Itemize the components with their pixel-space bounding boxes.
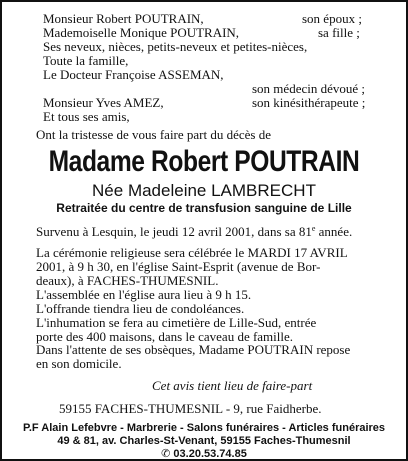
intro-text: Ont la tristesse de vous faire part du décès de (36, 127, 272, 142)
death-line-suffix: année. (315, 224, 353, 239)
footer-line-2: 49 & 81, av. Charles-St-Venant, 59155 Faches-Thumesnil (57, 435, 351, 447)
footer-line-1: P.F Alain Lefebvre - Marbrerie - Salons funéraires - Articles funéraires (22, 422, 386, 434)
ceremony-line-7: porte des 400 maisons, dans le caveau de famille. (36, 329, 294, 344)
ceremony-line-5: L'offrande tiendra lieu de condoléances. (36, 301, 245, 316)
ceremony-line-2: 2001, à 9 h 30, en l'église Saint-Esprit (avenue de Bor- (36, 259, 321, 274)
address-line: 59155 FACHES-THUMESNIL - 9, rue Faidherbe. (59, 401, 322, 416)
wait-line-1: Dans l'attente de ses obsèques, Madame POUTRAIN repose (36, 342, 351, 357)
family-name-3: Ses neveux, nièces, petits-neveux et petites-nièces, (43, 39, 308, 54)
family-relation-1: son époux ; (302, 11, 362, 26)
family-relation-6: son médecin dévoué ; (252, 81, 365, 96)
family-name-4: Toute la famille, (43, 53, 129, 68)
maiden-name: Née Madeleine LAMBRECHT (92, 181, 316, 200)
family-relation-7: son kinésithérapeute ; (252, 95, 366, 110)
footer-line-3: ✆ 03.20.53.74.85 (161, 448, 247, 460)
family-name-7: Monsieur Yves AMEZ, (43, 95, 164, 110)
family-relation-2: sa fille ; (318, 25, 360, 40)
ceremony-line-4: L'assemblée en l'église aura lieu à 9 h 15. (36, 287, 252, 302)
wait-line-2: en son domicile. (36, 356, 122, 371)
ceremony-line-3: deaux), à FACHES-THUMESNIL. (36, 273, 219, 288)
death-line-ordinal: e (311, 224, 316, 233)
notice-note: Cet avis tient lieu de faire-part (152, 378, 313, 393)
family-name-5: Le Docteur Françoise ASSEMAN, (43, 67, 224, 82)
deceased-name: Madame Robert POUTRAIN (48, 145, 360, 178)
death-line (36, 225, 352, 239)
family-name-1: Monsieur Robert POUTRAIN, (43, 11, 204, 26)
family-name-2: Mademoiselle Monique POUTRAIN, (43, 25, 240, 40)
ceremony-line-1: La cérémonie religieuse sera célébrée le MARDI 17 AVRIL (36, 245, 348, 260)
retired-note: Retraitée du centre de transfusion sanguine de Lille (56, 201, 352, 215)
ceremony-line-6: L'inhumation se fera au cimetière de Lille-Sud, entrée (36, 315, 317, 330)
death-line-text: Survenu à Lesquin, le jeudi 12 avril 2001, dans sa 81 (36, 224, 312, 239)
family-name-8: Et tous ses amis, (43, 109, 130, 124)
